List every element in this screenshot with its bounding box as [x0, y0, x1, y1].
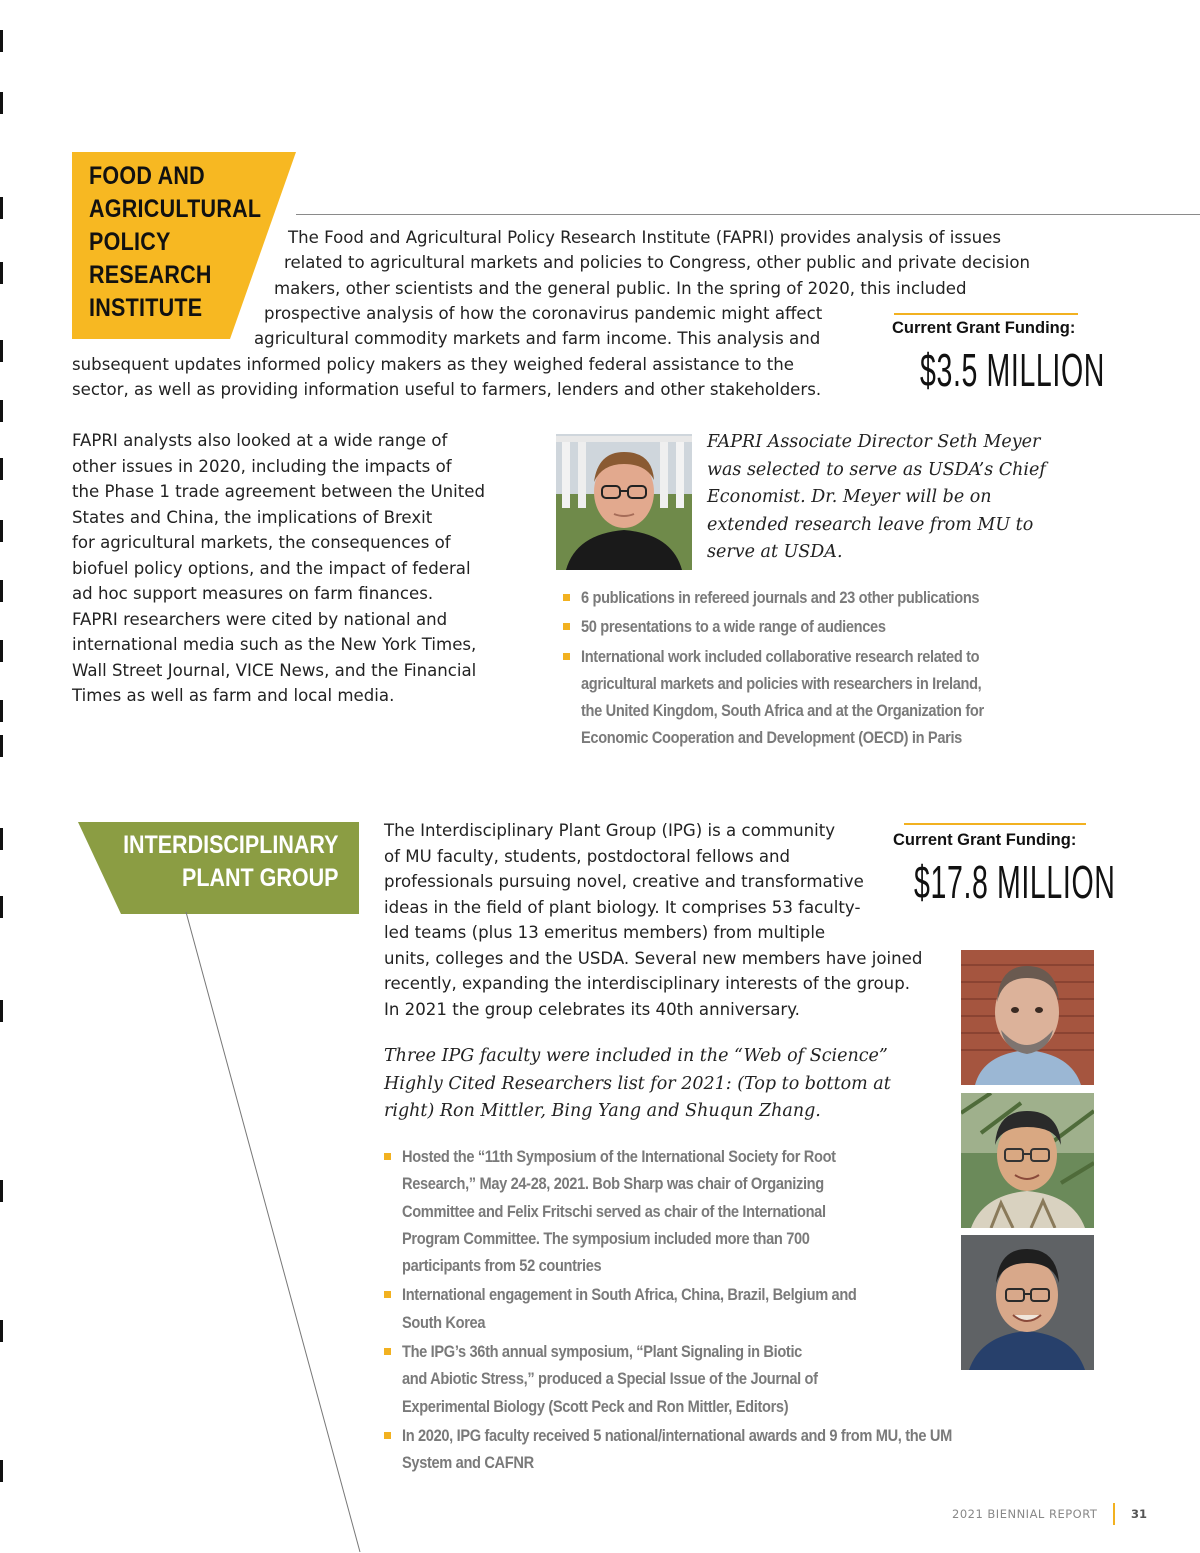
fapri-quote-line: extended research leave from MU to — [707, 514, 1034, 535]
diagonal-accent-line — [180, 912, 370, 1552]
bullet-square-icon — [563, 623, 570, 630]
bullet-square-icon — [563, 653, 570, 660]
bullet-square-icon — [384, 1291, 391, 1298]
fapri-title-line: RESEARCH — [89, 261, 212, 289]
fapri-paragraph-line: States and China, the implications of Brexit — [72, 507, 433, 527]
ipg-intro-line: In 2021 the group celebrates its 40th anniversary. — [384, 999, 800, 1019]
fapri-quote — [707, 429, 1046, 567]
fapri-intro-line: agricultural commodity markets and farm income. This analysis and — [254, 329, 821, 348]
fapri-paragraph-line: the Phase 1 trade agreement between the United — [72, 482, 485, 501]
ipg-intro-line: led teams (plus 13 emeritus members) from multiple — [384, 923, 826, 942]
fapri-paragraph-line: other issues in 2020, including the impacts of — [72, 456, 452, 476]
bullet-line: The IPG’s 36th annual symposium, “Plant Signaling in Biotic — [402, 1342, 802, 1362]
bullet-line: Research,” May 24-28, 2021. Bob Sharp was chair of Organizing — [402, 1174, 824, 1194]
list-item — [384, 1422, 1041, 1477]
fapri-intro-line: The Food and Agricultural Policy Research Institute (FAPRI) provides analysis of issues — [288, 228, 1002, 247]
fapri-paragraph-line: international media such as the New York Times, — [72, 635, 477, 654]
fapri-paragraph-line: biofuel policy options, and the impact of federal — [72, 558, 471, 578]
bullet-line: System and CAFNR — [402, 1453, 534, 1473]
bullet-line: International work included collaborative research related to — [581, 646, 980, 666]
fapri-intro-line: sector, as well as providing information useful to farmers, lenders and other stakeholders. — [72, 380, 822, 399]
ipg-grant-label: Current Grant Funding: — [893, 831, 1077, 849]
ipg-section-title — [88, 829, 338, 895]
ipg-intro-line: professionals pursuing novel, creative and transformative — [384, 872, 864, 891]
bullet-line: Program Committee. The symposium included more than 700 — [402, 1228, 810, 1248]
fapri-title-line: AGRICULTURAL — [89, 195, 262, 223]
bullet-line: and Abiotic Stress,” produced a Special Issue of the Journal of — [402, 1369, 818, 1389]
ipg-title-line: PLANT GROUP — [181, 864, 338, 892]
list-item — [563, 643, 1049, 752]
fapri-quote-line: was selected to serve as USDA’s Chief — [707, 459, 1046, 480]
bullet-square-icon — [384, 1432, 391, 1439]
fapri-intro-line: prospective analysis of how the coronavirus pandemic might affect — [264, 304, 823, 323]
list-item — [384, 1143, 1041, 1279]
fapri-paragraph-line: FAPRI analysts also looked at a wide range of — [72, 431, 448, 450]
fapri-grant-amount: $3.5 MILLION — [920, 344, 1105, 396]
ipg-quote-line: Highly Cited Researchers list for 2021: (Top to bottom at — [384, 1073, 891, 1094]
fapri-grant-label: Current Grant Funding: — [892, 319, 1076, 337]
ipg-intro-line: recently, expanding the interdisciplinary interests of the group. — [384, 974, 911, 993]
footer-divider — [1113, 1503, 1115, 1525]
bullet-line: Hosted the “11th Symposium of the International Society for Root — [402, 1147, 836, 1166]
ipg-title-line: INTERDISCIPLINARY — [122, 831, 338, 859]
list-item — [563, 613, 1049, 640]
ipg-quote-line: Three IPG faculty were included in the “Web of Science” — [384, 1046, 888, 1066]
fapri-paragraph-line: Wall Street Journal, VICE News, and the Financial — [72, 660, 477, 680]
ipg-grant-rule — [904, 823, 1086, 825]
list-item — [563, 584, 1049, 611]
fapri-quote-line: FAPRI Associate Director Seth Meyer — [707, 432, 1041, 452]
fapri-paragraph — [72, 428, 485, 709]
ipg-intro-line: units, colleges and the USDA. Several new members have joined — [384, 948, 923, 968]
list-item — [384, 1281, 1041, 1336]
fapri-paragraph-line: FAPRI researchers were cited by national and — [72, 609, 448, 629]
fapri-title-line: POLICY — [89, 228, 171, 256]
list-item — [384, 1338, 1041, 1420]
ipg-quote — [384, 1043, 891, 1126]
ipg-quote-line: right) Ron Mittler, Bing Yang and Shuqun Zhang. — [384, 1101, 821, 1121]
bullet-line: the United Kingdom, South Africa and at the Organization for — [581, 701, 984, 721]
bullet-line: International engagement in South Africa, China, Brazil, Belgium and — [402, 1285, 857, 1305]
fapri-paragraph-line: Times as well as farm and local media. — [72, 686, 395, 705]
page-number: 31 — [1131, 1507, 1148, 1521]
fapri-paragraph-line: for agricultural markets, the consequences of — [72, 533, 451, 552]
bullet-square-icon — [384, 1153, 391, 1160]
ipg-intro — [384, 818, 922, 1022]
fapri-intro-line: makers, other scientists and the general public. In the spring of 2020, this included — [274, 279, 967, 298]
ipg-intro-line: ideas in the field of plant biology. It comprises 53 faculty- — [384, 897, 861, 917]
fapri-quote-line: serve at USDA. — [707, 542, 843, 562]
fapri-paragraph-line: ad hoc support measures on farm finances. — [72, 584, 434, 603]
bullet-square-icon — [384, 1348, 391, 1355]
fapri-title-line: FOOD AND — [89, 162, 205, 190]
fapri-grant-rule — [894, 313, 1078, 315]
fapri-quote-line: Economist. Dr. Meyer will be on — [707, 487, 992, 507]
fapri-bullet-list — [563, 584, 1049, 754]
fapri-section-title — [89, 160, 262, 325]
fapri-title-line: INSTITUTE — [89, 294, 203, 322]
footer-report-title: 2021 BIENNIAL REPORT — [952, 1507, 1098, 1521]
ipg-grant-amount: $17.8 MILLION — [914, 856, 1116, 908]
fapri-intro-line: subsequent updates informed policy makers as they weighed federal assistance to the — [72, 355, 794, 374]
bullet-line: South Korea — [402, 1312, 486, 1332]
bullet-line: 6 publications in refereed journals and 23 other publications — [581, 588, 980, 607]
ron-mittler-photo — [961, 950, 1094, 1085]
section-divider-rule — [296, 214, 1200, 215]
ipg-intro-line: The Interdisciplinary Plant Group (IPG) is a community — [384, 821, 836, 840]
bullet-line: In 2020, IPG faculty received 5 national/international awards and 9 from MU, the UM — [402, 1425, 952, 1445]
bullet-square-icon — [563, 594, 570, 601]
ipg-intro-line: of MU faculty, students, postdoctoral fellows and — [384, 846, 791, 866]
seth-meyer-photo — [556, 434, 692, 570]
ipg-bullet-list — [384, 1143, 1041, 1479]
bullet-line: Experimental Biology (Scott Peck and Ron Mittler, Editors) — [402, 1396, 789, 1416]
bullet-line: agricultural markets and policies with researchers in Ireland, — [581, 673, 982, 693]
fapri-intro-line: related to agricultural markets and policies to Congress, other public and private decision — [284, 253, 1031, 272]
bullet-line: participants from 52 countries — [402, 1256, 602, 1276]
bullet-line: Economic Cooperation and Development (OECD) in Paris — [581, 728, 962, 748]
bullet-line: 50 presentations to a wide range of audiences — [581, 617, 886, 637]
bullet-line: Committee and Felix Fritschi served as chair of the International — [402, 1201, 826, 1221]
